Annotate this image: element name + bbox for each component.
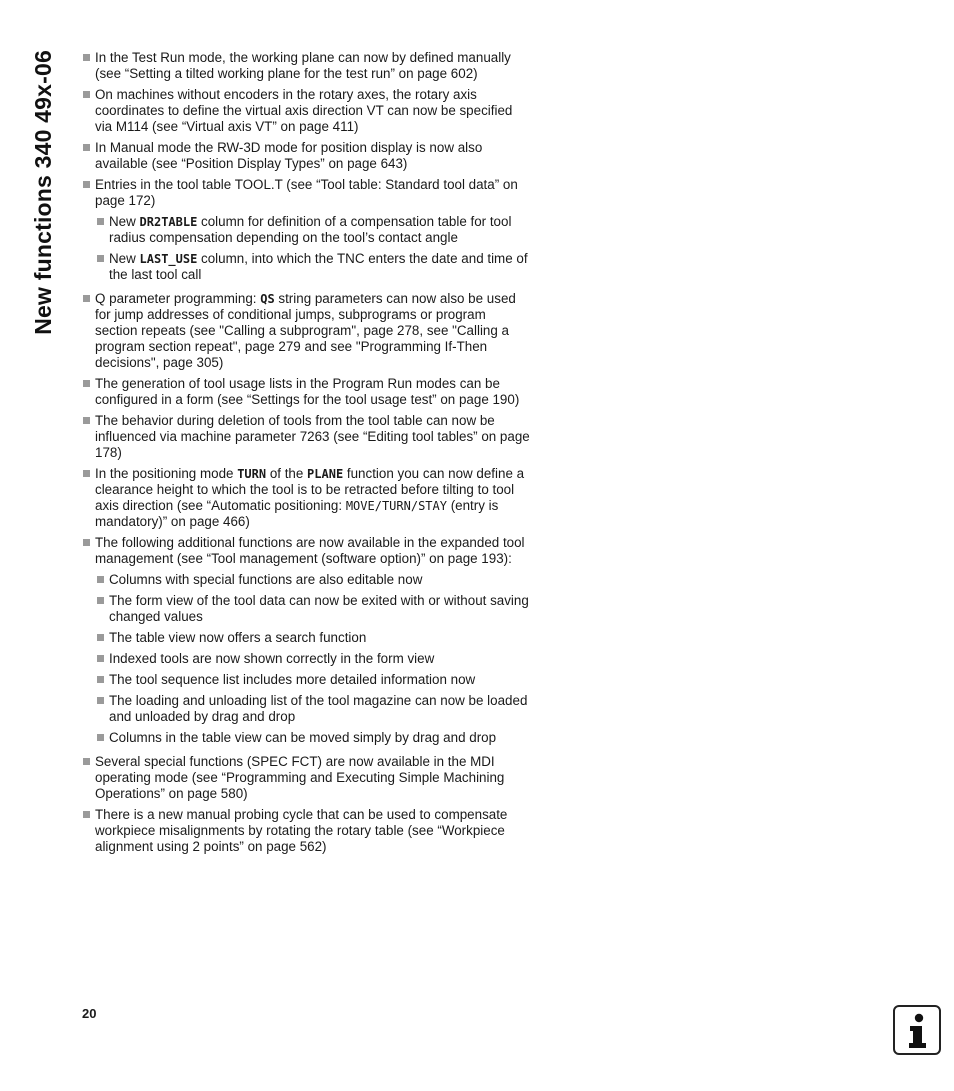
list-item: Q parameter programming: QS string parameters can now also be used for jump addresses of conditional jumps, subprograms or program section repeats (see "Calling a subprogram", page 278, see "Calling a program section repeat", page 279 and see "Programming If-Then decisions", page 305)	[82, 291, 530, 371]
chapter-title-text: New functions 340 49x-06	[30, 50, 56, 335]
info-icon	[893, 1005, 941, 1055]
code-text: MOVE/TURN/STAY	[345, 499, 447, 513]
code-text: DR2TABLE	[139, 215, 198, 229]
sub-list-item: New LAST_USE column, into which the TNC enters the date and time of the last tool call	[96, 251, 530, 283]
sublist	[82, 214, 530, 283]
code-text: PLANE	[307, 467, 344, 481]
sub-list-item: Columns in the table view can be moved simply by drag and drop	[96, 730, 530, 746]
code-text: LAST_USE	[139, 252, 198, 266]
sub-list-item: New DR2TABLE column for definition of a compensation table for tool radius compensation depending on the tool’s contact angle	[96, 214, 530, 246]
sublist	[82, 572, 530, 746]
chapter-side-title	[26, 50, 60, 370]
sub-list-item: The tool sequence list includes more detailed information now	[96, 672, 530, 688]
list-item: The following additional functions are now available in the expanded tool management (see “Tool management (software option)” on page 193):	[82, 535, 530, 567]
list-item: In Manual mode the RW-3D mode for position display is now also available (see “Position Display Types” on page 643)	[82, 140, 530, 172]
sub-list-item: Indexed tools are now shown correctly in the form view	[96, 651, 530, 667]
list-item: Several special functions (SPEC FCT) are now available in the MDI operating mode (see “Programming and Executing Simple Machining Operations” on page 580)	[82, 754, 530, 802]
sub-list-item: The loading and unloading list of the tool magazine can now be loaded and unloaded by drag and drop	[96, 693, 530, 725]
list-item: On machines without encoders in the rotary axes, the rotary axis coordinates to define the virtual axis direction VT can now be specified via M114 (see “Virtual axis VT” on page 411)	[82, 87, 530, 135]
list-item: There is a new manual probing cycle that can be used to compensate workpiece misalignments by rotating the rotary table (see “Workpiece alignment using 2 points” on page 562)	[82, 807, 530, 855]
list-item: The behavior during deletion of tools from the tool table can now be influenced via machine parameter 7263 (see “Editing tool tables” on page 178)	[82, 413, 530, 461]
list-item: In the positioning mode TURN of the PLANE function you can now define a clearance height to which the tool is to be retracted before tilting to tool axis direction (see “Automatic positioning: MOVE/TURN/STAY (entry is mandatory)” on page 466)	[82, 466, 530, 530]
code-text: QS	[260, 292, 275, 306]
sub-list-item: Columns with special functions are also editable now	[96, 572, 530, 588]
page-number: 20	[82, 1006, 97, 1021]
feature-list	[82, 50, 530, 860]
list-item: The generation of tool usage lists in the Program Run modes can be configured in a form (see “Settings for the tool usage test” on page 190)	[82, 376, 530, 408]
list-item: In the Test Run mode, the working plane can now by defined manually (see “Setting a tilted working plane for the test run” on page 602)	[82, 50, 530, 82]
sub-list-item: The table view now offers a search function	[96, 630, 530, 646]
code-text: TURN	[237, 467, 267, 481]
sub-list-item: The form view of the tool data can now be exited with or without saving changed values	[96, 593, 530, 625]
list-item: Entries in the tool table TOOL.T (see “Tool table: Standard tool data” on page 172)	[82, 177, 530, 209]
